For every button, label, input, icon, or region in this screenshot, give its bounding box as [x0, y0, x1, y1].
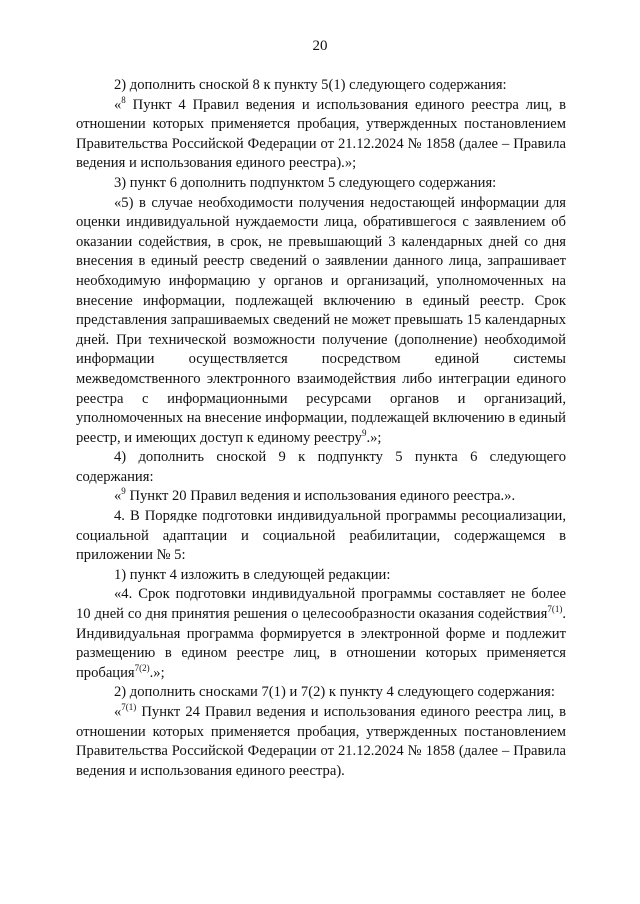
- document-body: [76, 76, 566, 781]
- paragraph: [76, 585, 566, 683]
- paragraph-text: 1) пункт 4 изложить в следующей редакции:: [114, 566, 391, 583]
- paragraph-text: «5) в случае необходимости получения недостающей информации для оценки индивидуальной нуждаемости лица, обратившегося с заявлением об оказании содействия, в срок, не превышающий 3 календарных дней со дня внесения в единый реестр сведений о заявлении данного лица, запрашивает необходимую информацию у органов и организаций, уполномоченных на внесение информации, подлежащей включению в единый реестр. Срок представления запрашиваемых сведений не может превышать 15 календарных дней. При технической возможности получение (дополнение) необходимой информации осуществляется посредством единой системы межведомственного электронного взаимодействия либо интеграции единого реестра с информационными ресурсами органов и организаций, уполномоченных на внесение информации, подлежащей включению в единый реестр, и имеющих доступ к единому реестру: [76, 194, 566, 446]
- paragraph-text: 4) дополнить сноской 9 к подпункту 5 пункта 6 следующего содержания:: [76, 449, 566, 485]
- paragraph-text: 2) дополнить сносками 7(1) и 7(2) к пункту 4 следующего содержания:: [114, 684, 555, 701]
- paragraph: [76, 703, 566, 781]
- paragraph-text: «: [114, 704, 122, 720]
- footnote-marker: 7(1): [121, 702, 137, 712]
- paragraph-text: .»;: [149, 664, 165, 681]
- page-number: 20: [312, 38, 328, 54]
- paragraph-text: . Индивидуальная программа формируется в электронной форме и подлежит размещению в едином реестре лиц, в отношении которых применяется пробация: [76, 606, 566, 681]
- paragraph: [76, 487, 566, 507]
- paragraph-text: «: [114, 488, 122, 505]
- paragraph-text: Пункт 24 Правил ведения и использования единого реестра лиц, в отношении которых применяется пробация, утвержденных постановлением Правительства Российской Федерации от 21.12.2024 № 1858 (далее – Правила ведения и использования единого реестра).: [76, 704, 566, 779]
- paragraph-text: «: [114, 96, 122, 113]
- paragraph: [76, 194, 566, 449]
- paragraph-text: 3) пункт 6 дополнить подпунктом 5 следующего содержания:: [114, 174, 497, 191]
- footnote-marker: 7(2): [134, 662, 150, 673]
- footnote-marker: 9: [361, 427, 367, 438]
- paragraph: [76, 96, 566, 174]
- paragraph: [76, 683, 566, 703]
- paragraph-text: 2) дополнить сноской 8 к пункту 5(1) следующего содержания:: [114, 77, 507, 93]
- paragraph-text: .»;: [366, 429, 382, 446]
- footnote-marker: 8: [121, 94, 126, 105]
- paragraph: [76, 566, 566, 586]
- paragraph-text: Пункт 4 Правил ведения и использования единого реестра лиц, в отношении которых применяется пробация, утвержденных постановлением Правительства Российской Федерации от 21.12.2024 № 1858 (далее – Правила ведения и использования единого реестра).»;: [76, 96, 566, 172]
- paragraph-text: Пункт 20 Правил ведения и использования единого реестра.».: [125, 488, 516, 505]
- paragraph-text: «4. Срок подготовки индивидуальной программы составляет не более 10 дней со дня принятия решения о целесообразности оказания содействия: [76, 586, 566, 623]
- paragraph: [76, 174, 566, 194]
- footnote-marker: 9: [121, 486, 126, 497]
- paragraph-text: 4. В Порядке подготовки индивидуальной программы ресоциализации, социальной адаптации и социальной реабилитации, содержащемся в приложении № 5:: [76, 508, 566, 564]
- paragraph: [76, 507, 566, 566]
- paragraph: [76, 448, 566, 487]
- footnote-marker: 7(1): [547, 604, 563, 615]
- paragraph: [76, 76, 566, 96]
